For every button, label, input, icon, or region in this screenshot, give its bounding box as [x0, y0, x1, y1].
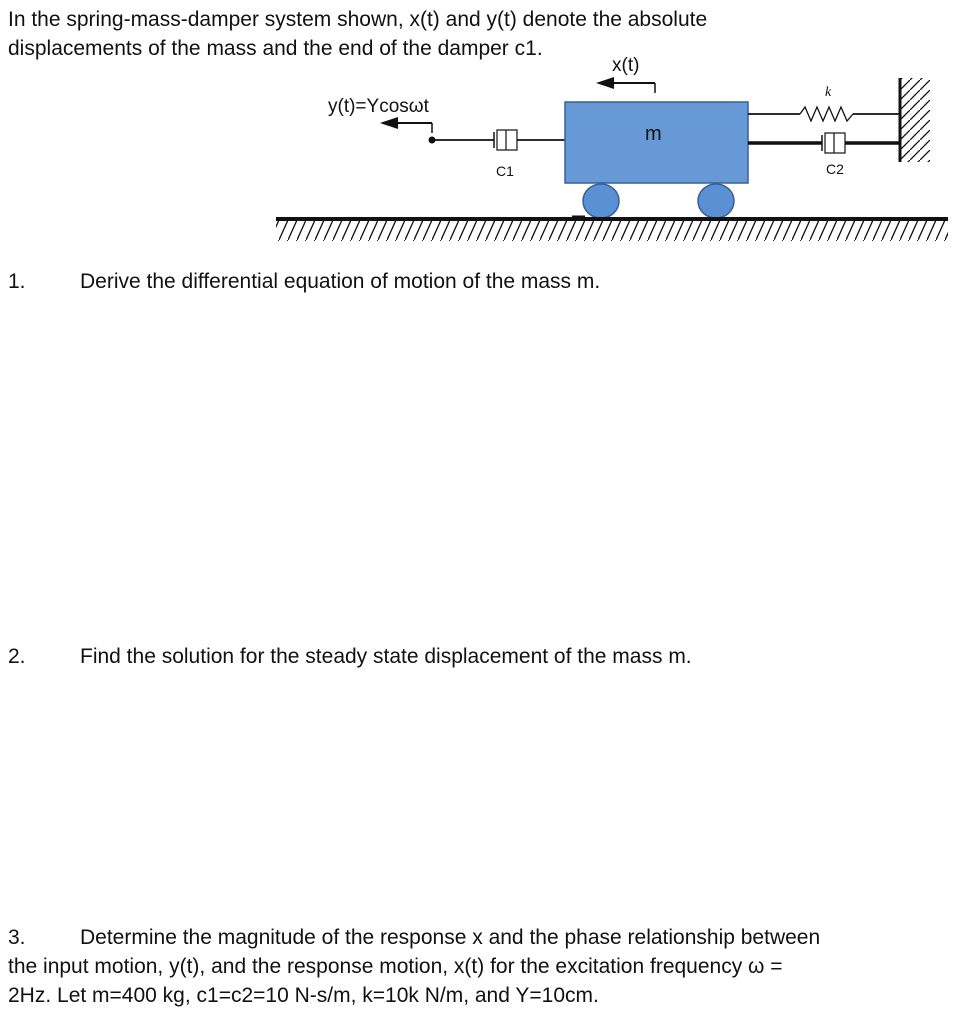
wheel-right — [698, 184, 734, 218]
question-3-number: 3. — [8, 926, 26, 949]
question-1-number: 1. — [8, 270, 26, 293]
question-3-line-1: Determine the magnitude of the response x and the phase relationship between — [80, 926, 821, 949]
damper-c1 — [494, 130, 566, 150]
question-1-text: Derive the differential equation of motion of the mass m. — [80, 270, 601, 293]
c1-label: C1 — [496, 163, 514, 179]
x-displacement-label: x(t) — [612, 55, 640, 76]
ground — [276, 219, 948, 241]
question-3-line-3: 2Hz. Let m=400 kg, c1=c2=10 N-s/m, k=10k N/m, and Y=10cm. — [8, 984, 599, 1007]
question-3 — [8, 923, 943, 1010]
intro-line-2: displacements of the mass and the end of the damper c1. — [8, 37, 543, 60]
question-2-number: 2. — [8, 645, 26, 668]
c2-label: C2 — [826, 161, 844, 177]
question-2 — [8, 642, 943, 671]
x-displacement-arrow — [596, 77, 655, 93]
question-3-line-2: the input motion, y(t), and the response motion, x(t) for the excitation frequency ω = — [8, 955, 783, 978]
mass-label: m — [645, 123, 662, 145]
spring-k — [748, 107, 900, 121]
question-2-text: Find the solution for the steady state displacement of the mass m. — [80, 645, 692, 668]
wheel-left — [583, 184, 619, 218]
y-input-label: y(t)=Ycosωt — [328, 96, 429, 117]
damper-c2 — [748, 133, 900, 153]
spring-mass-damper-diagram — [0, 0, 955, 260]
fixed-wall — [900, 78, 930, 162]
intro-line-1: In the spring-mass-damper system shown, x(t) and y(t) denote the absolute — [8, 8, 708, 31]
k-label: k — [825, 85, 832, 100]
question-1 — [8, 267, 943, 296]
y-input-arrow — [380, 117, 432, 133]
